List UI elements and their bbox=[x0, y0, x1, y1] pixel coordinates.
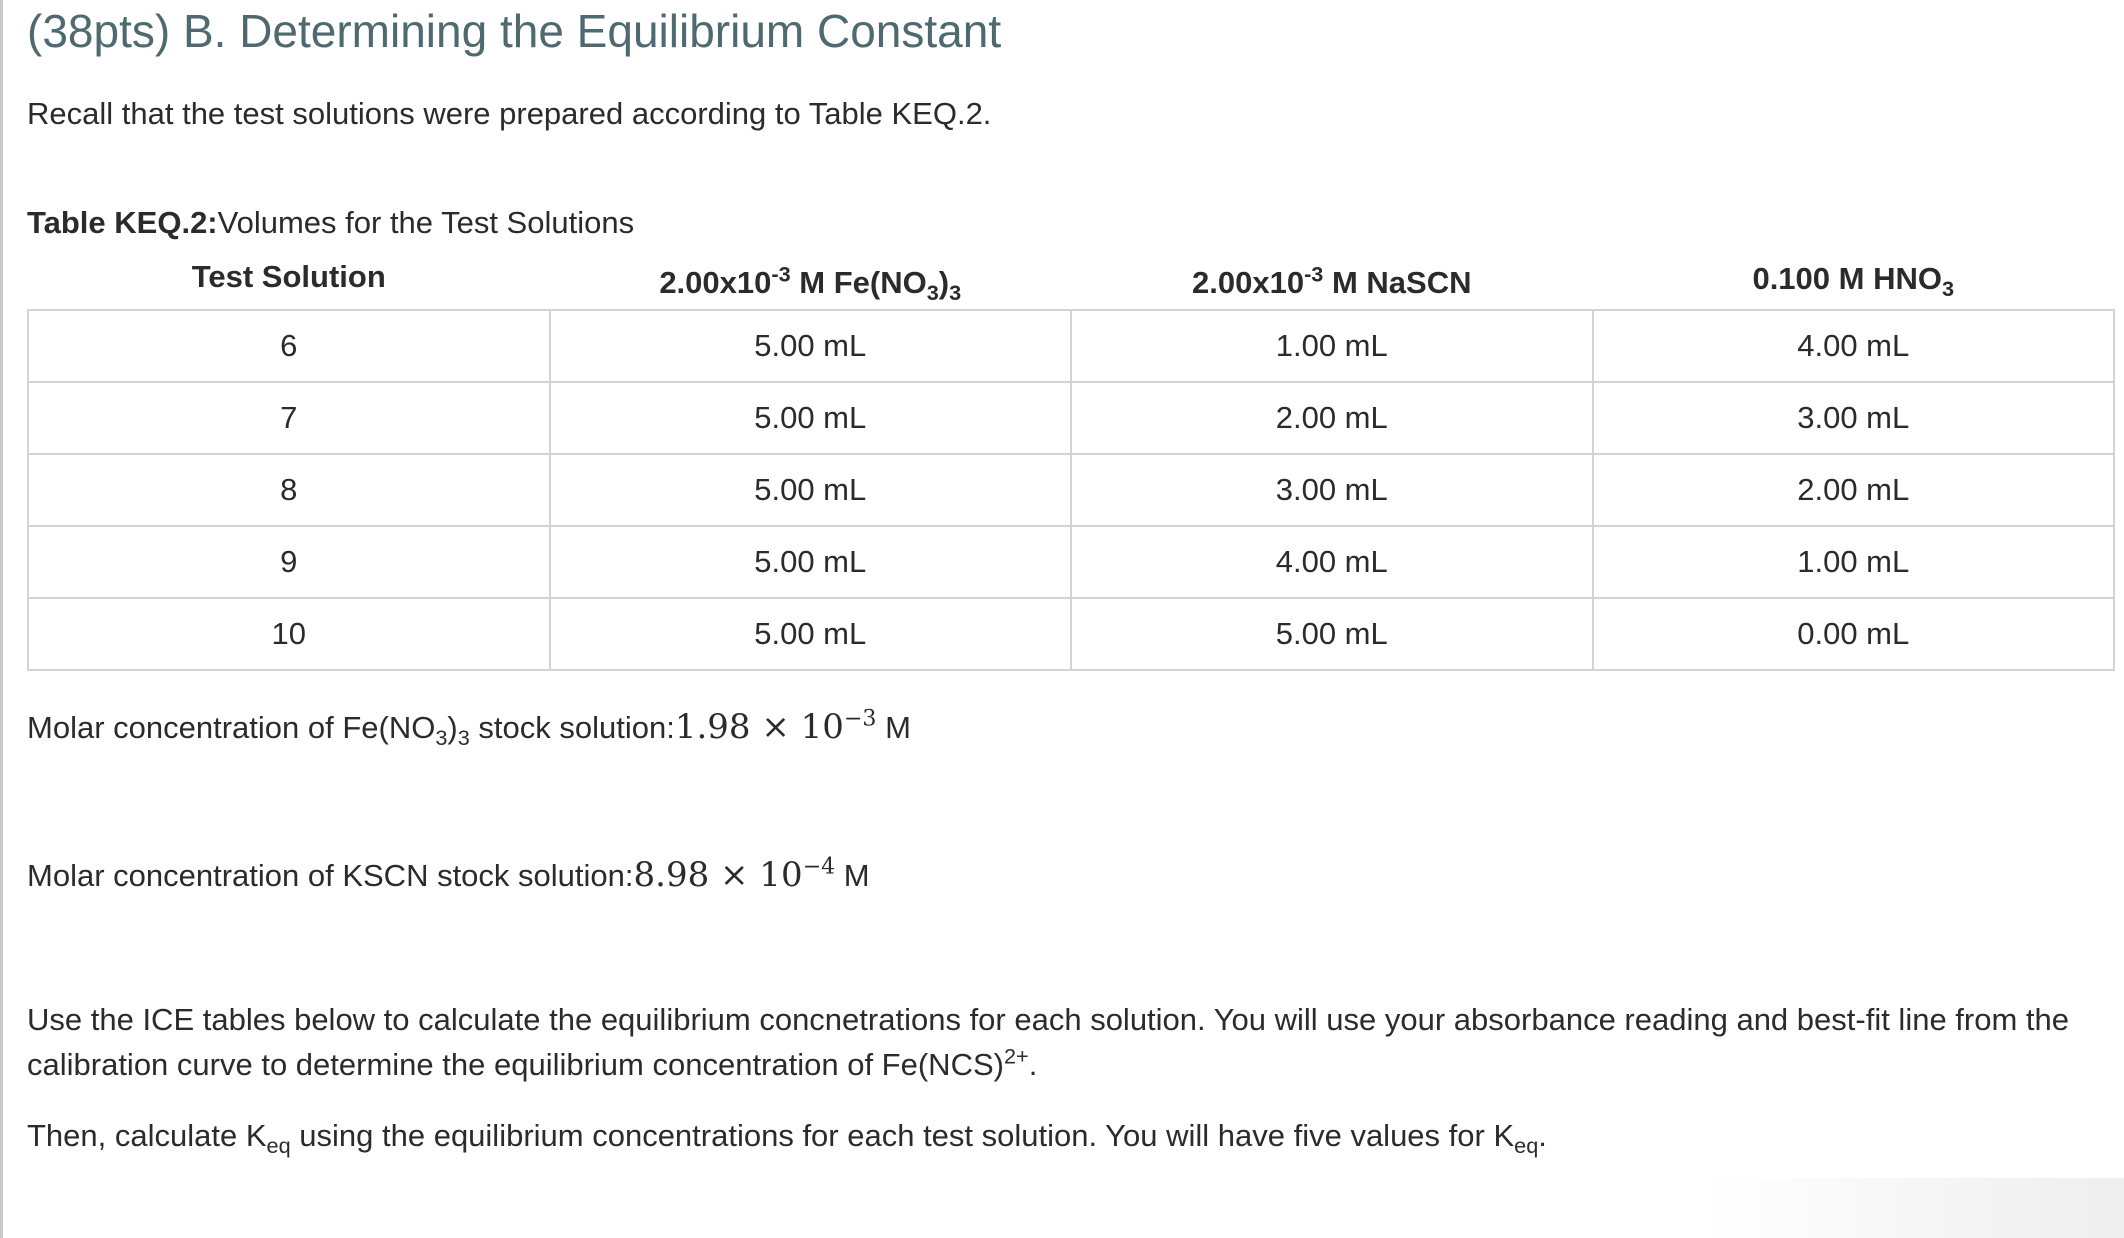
cell-hno3-volume: 2.00 mL bbox=[1593, 454, 2115, 526]
table-caption-text: Volumes for the Test Solutions bbox=[217, 205, 635, 240]
header-hno3: 0.100 M $HNO_3$ bbox=[1752, 261, 1955, 302]
cell-fe-volume: 5.00 mL bbox=[550, 382, 1072, 454]
corner-shadow bbox=[1704, 1178, 2124, 1238]
table-caption bbox=[27, 205, 634, 241]
cell-hno3-volume: 1.00 mL bbox=[1593, 526, 2115, 598]
cell-nascn-volume: 5.00 mL bbox=[1071, 598, 1593, 670]
cell-fe-volume: 5.00 mL bbox=[550, 598, 1072, 670]
table-row bbox=[28, 526, 2114, 598]
table-header-row bbox=[28, 243, 2114, 310]
cell-nascn-volume: 1.00 mL bbox=[1071, 310, 1593, 382]
cell-fe-volume: 5.00 mL bbox=[550, 526, 1072, 598]
cell-nascn-volume: 2.00 mL bbox=[1071, 382, 1593, 454]
cell-test-solution: 10 bbox=[28, 598, 550, 670]
ice-instructions: Use the ICE tables below to calculate the equilibrium concnetrations for each solution. You will use your absorbance reading and best-fit line from the calibration curve to determine the equilibrium concentration of Fe(NCS)$^{2+}$. bbox=[27, 1002, 2070, 1082]
keq-instructions: Then, calculate $K_{eq}$ using the equilibrium concentrations for each test solution. You will have five values for $K_{eq}$. bbox=[27, 1118, 1547, 1159]
cell-test-solution: 7 bbox=[28, 382, 550, 454]
cell-hno3-volume: 3.00 mL bbox=[1593, 382, 2115, 454]
kscn-stock-value: $8.98 \times 10^{-4}$ bbox=[633, 853, 836, 895]
cell-test-solution: 9 bbox=[28, 526, 550, 598]
header-test-solution: Test Solution bbox=[191, 259, 386, 294]
cell-nascn-volume: 4.00 mL bbox=[1071, 526, 1593, 598]
fe-stock-value: $1.98 \times 10^{-3}$ bbox=[674, 705, 877, 747]
volumes-table bbox=[27, 243, 2115, 671]
header-nascn: $2.00x10^{-3}$ M NaSCN bbox=[1192, 261, 1472, 300]
table-caption-label: Table KEQ.2: bbox=[27, 205, 218, 240]
kscn-stock-concentration: Molar concentration of KSCN stock solution:8.98 × $10^{-4}$ M bbox=[27, 853, 870, 895]
cell-nascn-volume: 3.00 mL bbox=[1071, 454, 1593, 526]
table-row bbox=[28, 382, 2114, 454]
cell-test-solution: 8 bbox=[28, 454, 550, 526]
cell-fe-volume: 5.00 mL bbox=[550, 454, 1072, 526]
header-fe-no3: $2.00x10^{-3}$ M $Fe(NO_3)_3$ bbox=[659, 261, 962, 306]
table-row bbox=[28, 598, 2114, 670]
section-title: (38pts) B. Determining the Equilibrium Constant bbox=[27, 5, 1002, 57]
table-row bbox=[28, 454, 2114, 526]
cell-test-solution: 6 bbox=[28, 310, 550, 382]
table-row bbox=[28, 310, 2114, 382]
cell-fe-volume: 5.00 mL bbox=[550, 310, 1072, 382]
fe-stock-concentration: Molar concentration of $Fe(NO_3)_3$ stock solution:1.98 × $10^{-3}$ M bbox=[27, 705, 911, 751]
cell-hno3-volume: 0.00 mL bbox=[1593, 598, 2115, 670]
recall-text: Recall that the test solutions were prepared according to Table KEQ.2. bbox=[27, 96, 992, 131]
cell-hno3-volume: 4.00 mL bbox=[1593, 310, 2115, 382]
